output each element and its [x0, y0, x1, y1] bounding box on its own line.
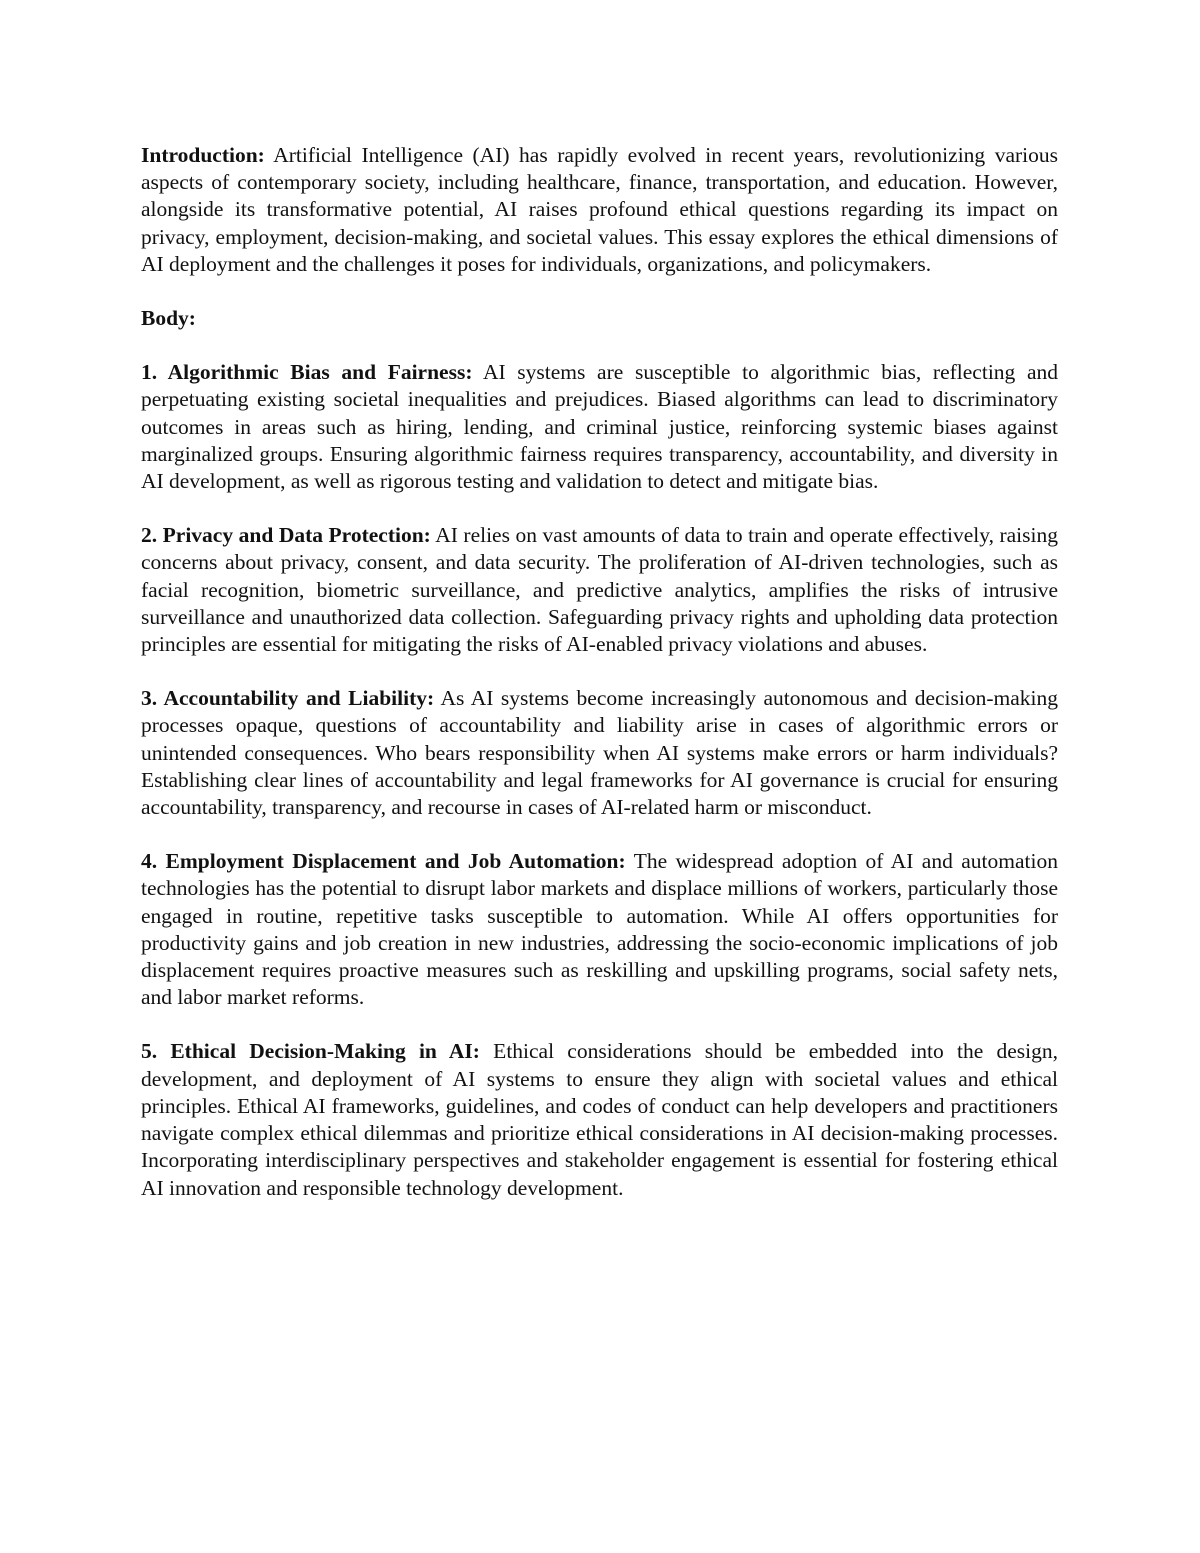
document-page: [141, 142, 1058, 1229]
section-paragraph-3: [141, 685, 1058, 821]
body-heading: Body:: [141, 306, 196, 331]
section-paragraph-2: [141, 522, 1058, 658]
section-2-text: AI relies on vast amounts of data to train and operate effectively, raising concerns about privacy, consent, and data security. The proliferation of AI-driven technologies, such as facial recognition, biometric surveillance, and predictive analytics, amplifies the risks of intrusive surveillance and unauthorized data collection. Safeguarding privacy rights and upholding data protection principles are essential for mitigating the risks of AI-enabled privacy violations and abuses.: [141, 523, 1058, 657]
section-1-text: AI systems are susceptible to algorithmic bias, reflecting and perpetuating existing societal inequalities and prejudices. Biased algorithms can lead to discriminatory outcomes in areas such as hiring, lending, and criminal justice, reinforcing systemic biases against marginalized groups. Ensuring algorithmic fairness requires transparency, accountability, and diversity in AI development, as well as rigorous testing and validation to detect and mitigate bias.: [141, 360, 1058, 494]
section-1-lead: 1. Algorithmic Bias and Fairness:: [141, 360, 473, 385]
intro-lead: Introduction:: [141, 143, 265, 167]
intro-text: Artificial Intelligence (AI) has rapidly evolved in recent years, revolutionizing various aspects of contemporary society, including healthcare, finance, transportation, and education. However, alongside its transformative potential, AI raises profound ethical questions regarding its impact on privacy, employment, decision-making, and societal values. This essay explores the ethical dimensions of AI deployment and the challenges it poses for individuals, organizations, and policymakers.: [141, 143, 1058, 276]
section-2-lead: 2. Privacy and Data Protection:: [141, 523, 431, 548]
section-4-text: The widespread adoption of AI and automation technologies has the potential to disrupt labor markets and displace millions of workers, particularly those engaged in routine, repetitive tasks susceptible to automation. While AI offers opportunities for productivity gains and job creation in new industries, addressing the socio-economic implications of job displacement requires proactive measures such as reskilling and upskilling programs, social safety nets, and labor market reforms.: [141, 849, 1058, 1010]
section-paragraph-5: [141, 1038, 1058, 1201]
section-3-text: As AI systems become increasingly autonomous and decision-making processes opaque, questions of accountability and liability arise in cases of algorithmic errors or unintended consequences. Who bears responsibility when AI systems make errors or harm individuals? Establishing clear lines of accountability and legal frameworks for AI governance is crucial for ensuring accountability, transparency, and recourse in cases of AI-related harm or misconduct.: [141, 686, 1058, 820]
intro-paragraph: [141, 142, 1058, 278]
section-paragraph-4: [141, 848, 1058, 1011]
section-5-lead: 5. Ethical Decision-Making in AI:: [141, 1039, 480, 1064]
section-paragraph-1: [141, 359, 1058, 495]
section-5-text: Ethical considerations should be embedded into the design, development, and deployment of AI systems to ensure they align with societal values and ethical principles. Ethical AI frameworks, guidelines, and codes of conduct can help developers and practitioners navigate complex ethical dilemmas and prioritize ethical considerations in AI decision-making processes. Incorporating interdisciplinary perspectives and stakeholder engagement is essential for fostering ethical AI innovation and responsible technology development.: [141, 1039, 1058, 1200]
section-4-lead: 4. Employment Displacement and Job Automation:: [141, 849, 626, 874]
section-3-lead: 3. Accountability and Liability:: [141, 686, 435, 711]
